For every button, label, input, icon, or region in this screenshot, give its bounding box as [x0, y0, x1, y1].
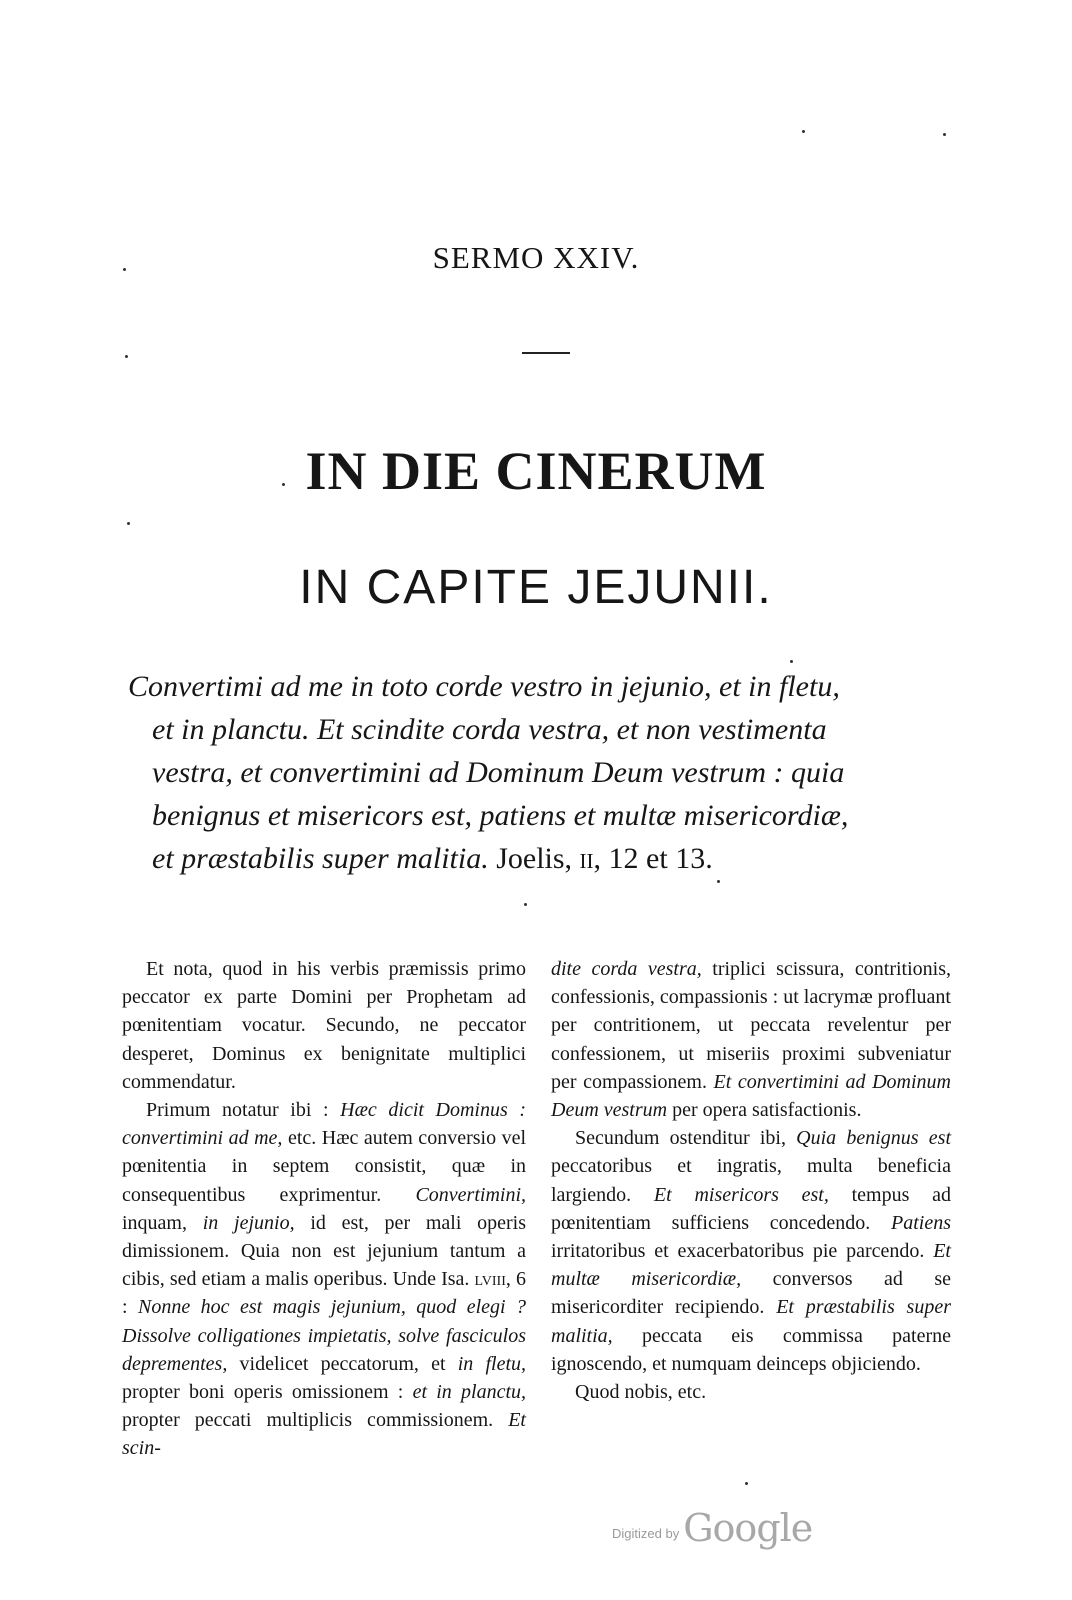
scan-speck [127, 522, 130, 525]
italic-run: et in planctu, [412, 1381, 526, 1404]
italic-run: dite corda vestra, [551, 958, 702, 980]
scan-speck [790, 660, 793, 663]
scan-speck [524, 903, 527, 906]
title-sub: IN CAPITE JEJUNII. [299, 561, 773, 614]
scan-speck [943, 133, 946, 136]
left-column [122, 955, 526, 1463]
sermon-number: SERMO XXIV. [432, 240, 640, 275]
epigraph-quotation [128, 665, 958, 880]
italic-run: Et scin- [122, 1409, 526, 1460]
digitized-label: Digitized by [612, 1526, 680, 1541]
italic-run: Hæc dicit Dominus : convertimini ad me, [122, 1099, 527, 1150]
epigraph-line-3: vestra, et convertimini ad Dominum Deum vestrum : quia [152, 756, 845, 789]
bible-reference-chapter: ii, [572, 842, 602, 875]
scan-speck [282, 483, 285, 486]
right-column [551, 955, 951, 1406]
google-logo: Google [683, 1506, 813, 1550]
right-paragraph-3: Quod nobis, etc. [575, 1381, 707, 1404]
scan-speck [123, 268, 126, 271]
smallcaps-run: lviii [474, 1268, 506, 1291]
epigraph-line-5 [128, 837, 958, 880]
digitized-watermark [612, 1500, 812, 1550]
left-paragraph-2 [122, 1096, 526, 1463]
text-run: propter boni operis omissionem : [122, 1381, 413, 1404]
text-run: etc. Hæc autem conversio vel pœnitentia in septem consistit, quæ in consequentibus exprimentur. [122, 1127, 527, 1206]
title-main: IN DIE CINERUM [305, 441, 767, 501]
text-run: Primum notatur ibi : [146, 1099, 341, 1122]
italic-run: Et convertimini ad Dominum Deum vestrum [551, 1070, 951, 1122]
epigraph-line-5-text: et præstabilis super malitia. [152, 842, 489, 875]
scan-speck [802, 130, 805, 133]
scan-speck [745, 1482, 748, 1485]
text-run: peccata eis commissa paterne ignoscendo, et numquam deinceps objiciendo. [551, 1324, 951, 1375]
text-run: triplici scissura, contritionis, confessionis, compassionis : ut lacrymæ profluant per contritionem, ut peccata revelentur per confessionem, ut miseriis proximi subveniatur per compassionem. [551, 958, 951, 1093]
italic-run: in jejunio, [202, 1211, 295, 1234]
text-run: irritatoribus et exacerbatoribus pie parcendo. [551, 1240, 934, 1263]
text-run: tempus ad pœnitentiam sufficiens concedendo. [551, 1183, 952, 1234]
text-run: per opera satisfactionis. [667, 1099, 862, 1122]
text-run: , 6 : [122, 1268, 526, 1319]
italic-run: Et misericors est, [653, 1183, 829, 1206]
scan-speck [717, 880, 720, 883]
text-run: propter peccati multiplicis commissionem. [122, 1409, 509, 1432]
italic-run: Et multæ misericordiæ, [551, 1240, 951, 1291]
text-run: inquam, [122, 1211, 203, 1234]
bible-reference-verses: 12 et 13. [601, 842, 713, 875]
italic-run: in fletu, [457, 1352, 527, 1375]
italic-run: Et præstabilis super malitia, [551, 1296, 951, 1347]
italic-run: Nonne hoc est magis jejunium, quod elegi ? Dissolve colligationes impietatis, solve fasciculos deprementes, [122, 1296, 526, 1375]
text-run: id est, per mali operis dimissionem. Quia non est jejunium tantum a cibis, sed etiam a malis operibus. Unde Isa. [122, 1211, 526, 1291]
scan-speck [125, 355, 128, 358]
text-run: peccatoribus et ingratis, multa beneficia largiendo. [551, 1155, 951, 1206]
text-run: videlicet peccatorum, et [227, 1352, 458, 1375]
text-run: Secundum ostenditur ibi, [575, 1127, 797, 1150]
epigraph-line-1: Convertimi ad me in toto corde vestro in jejunio, et in fletu, [128, 670, 840, 703]
text-run: conversos ad se misericorditer recipiendo. [551, 1268, 951, 1319]
right-paragraph-1 [551, 955, 951, 1124]
title-divider [522, 352, 570, 354]
epigraph-line-4: benignus et misericors est, patiens et multæ misericordiæ, [152, 799, 849, 832]
right-paragraph-2 [551, 1124, 951, 1378]
italic-run: Quia benignus est [796, 1127, 951, 1150]
left-paragraph-1: Et nota, quod in his verbis præmissis primo peccator ex parte Domini per Prophetam ad pœnitentiam vocatur. Secundo, ne peccator desperet, Dominus ex benignitate multiplici commendatur. [122, 958, 526, 1093]
italic-run: Convertimini, [415, 1183, 526, 1206]
bible-reference-book: Joelis, [488, 842, 573, 875]
epigraph-line-2: et in planctu. Et scindite corda vestra, et non vestimenta [152, 713, 827, 746]
italic-run: Patiens [891, 1211, 951, 1234]
